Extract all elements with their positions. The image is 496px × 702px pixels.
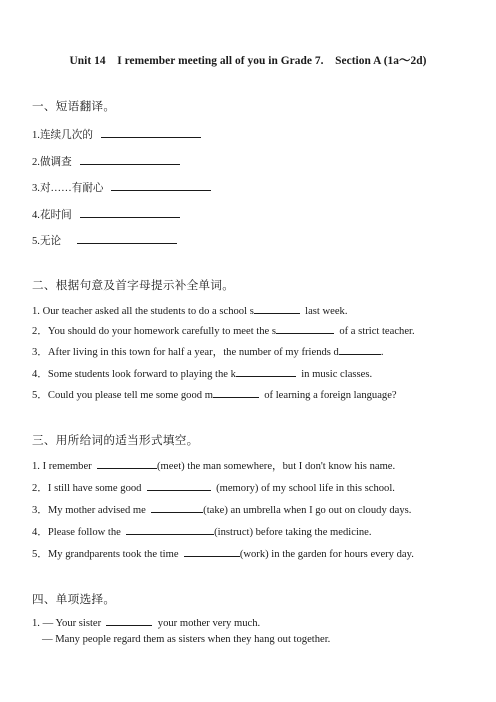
answer-blank[interactable] bbox=[254, 303, 300, 314]
verb-form-item-3: 3．My mother advised me (take) an umbrella when I go out on cloudy days. bbox=[32, 502, 411, 517]
answer-blank[interactable] bbox=[276, 323, 334, 334]
answer-blank[interactable] bbox=[236, 366, 296, 377]
answer-blank[interactable] bbox=[106, 615, 152, 626]
answer-blank[interactable] bbox=[147, 480, 211, 491]
word-completion-item-1: 1. Our teacher asked all the students to do a school s last week. bbox=[32, 303, 348, 317]
section-heading-1: 一、短语翻译。 bbox=[32, 100, 116, 113]
answer-blank[interactable] bbox=[80, 207, 180, 218]
word-completion-item-2: 2．You should do your homework carefully to meet the s of a strict teacher. bbox=[32, 323, 415, 338]
answer-blank[interactable] bbox=[77, 233, 177, 244]
translation-item-3: 3.对……有耐心 bbox=[32, 180, 211, 195]
translation-item-4: 4.花时间 bbox=[32, 207, 180, 222]
page-title: Unit 14 I remember meeting all of you in Grade 7. Section A (1a～2d) bbox=[69, 55, 427, 67]
word-completion-item-4: 4．Some students look forward to playing the k in music classes. bbox=[32, 366, 372, 381]
translation-item-2: 2.做调查 bbox=[32, 154, 180, 169]
word-completion-item-3: 3．After living in this town for half a year，the number of my friends d . bbox=[32, 344, 384, 359]
answer-blank[interactable] bbox=[151, 502, 203, 513]
answer-blank[interactable] bbox=[339, 344, 381, 355]
multiple-choice-reply-1: — Many people regard them as sisters when they hang out together. bbox=[42, 634, 331, 645]
answer-blank[interactable] bbox=[111, 180, 211, 191]
verb-form-item-4: 4．Please follow the (instruct) before taking the medicine. bbox=[32, 524, 372, 539]
verb-form-item-1: 1. I remember (meet) the man somewhere，but I don't know his name. bbox=[32, 458, 395, 473]
section-heading-3: 三、用所给词的适当形式填空。 bbox=[32, 434, 199, 447]
multiple-choice-question-1: 1. — Your sister your mother very much. bbox=[32, 615, 260, 629]
answer-blank[interactable] bbox=[97, 458, 157, 469]
verb-form-item-2: 2．I still have some good (memory) of my school life in this school. bbox=[32, 480, 395, 495]
answer-blank[interactable] bbox=[80, 154, 180, 165]
verb-form-item-5: 5．My grandparents took the time (work) in the garden for hours every day. bbox=[32, 546, 414, 561]
answer-blank[interactable] bbox=[213, 387, 259, 398]
section-heading-2: 二、根据句意及首字母提示补全单词。 bbox=[32, 279, 235, 292]
translation-item-1: 1.连续几次的 bbox=[32, 127, 201, 142]
answer-blank[interactable] bbox=[184, 546, 240, 557]
answer-blank[interactable] bbox=[126, 524, 214, 535]
answer-blank[interactable] bbox=[101, 127, 201, 138]
word-completion-item-5: 5．Could you please tell me some good m of learning a foreign language? bbox=[32, 387, 397, 402]
translation-item-5: 5.无论 bbox=[32, 233, 177, 248]
section-heading-4: 四、单项选择。 bbox=[32, 593, 116, 606]
